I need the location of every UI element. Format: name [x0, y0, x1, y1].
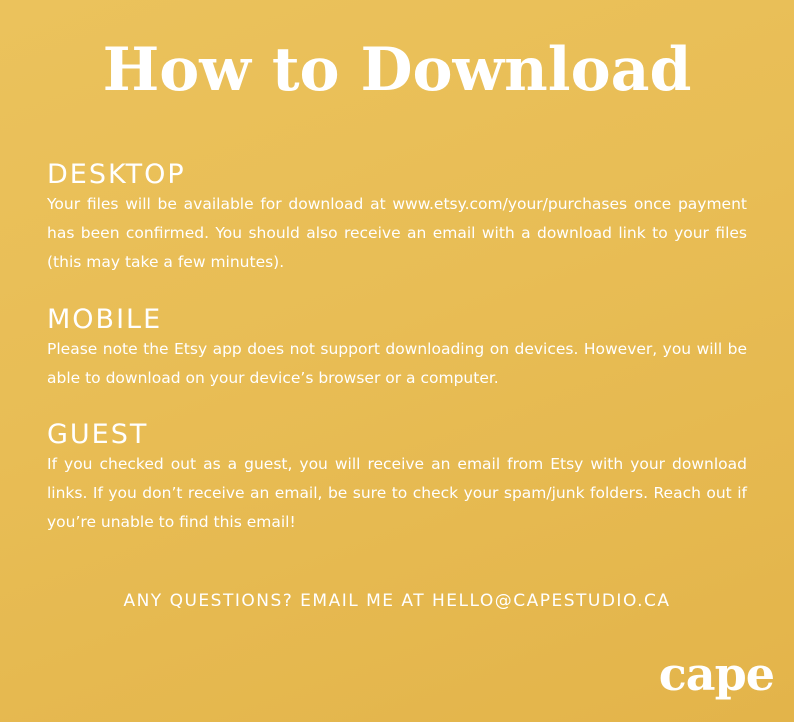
guest-heading: GUEST: [47, 419, 149, 450]
desktop-section: [47, 160, 747, 277]
mobile-body: Please note the Etsy app does not support downloading on devices. However, you will be able to download on your device’s browser or a computer.: [47, 340, 747, 387]
guest-body: If you checked out as a guest, you will receive an email from Etsy with your download links. If you don’t receive an email, be sure to check your spam/junk folders. Reach out if you’re unable to find this email!: [47, 455, 747, 531]
brand-logo: cape: [658, 647, 774, 701]
page-title: How to Download: [102, 35, 692, 105]
mobile-heading: MOBILE: [47, 304, 163, 335]
guest-section: [47, 420, 747, 537]
desktop-body: Your files will be available for download at www.etsy.com/your/purchases once payment has been confirmed. You should also receive an email with a download link to your files (this may take a few minutes).: [47, 195, 747, 271]
contact-line: ANY QUESTIONS? EMAIL ME AT HELLO@CAPESTUDIO.CA: [123, 591, 671, 611]
mobile-section: [47, 305, 747, 393]
desktop-heading: DESKTOP: [47, 159, 186, 190]
